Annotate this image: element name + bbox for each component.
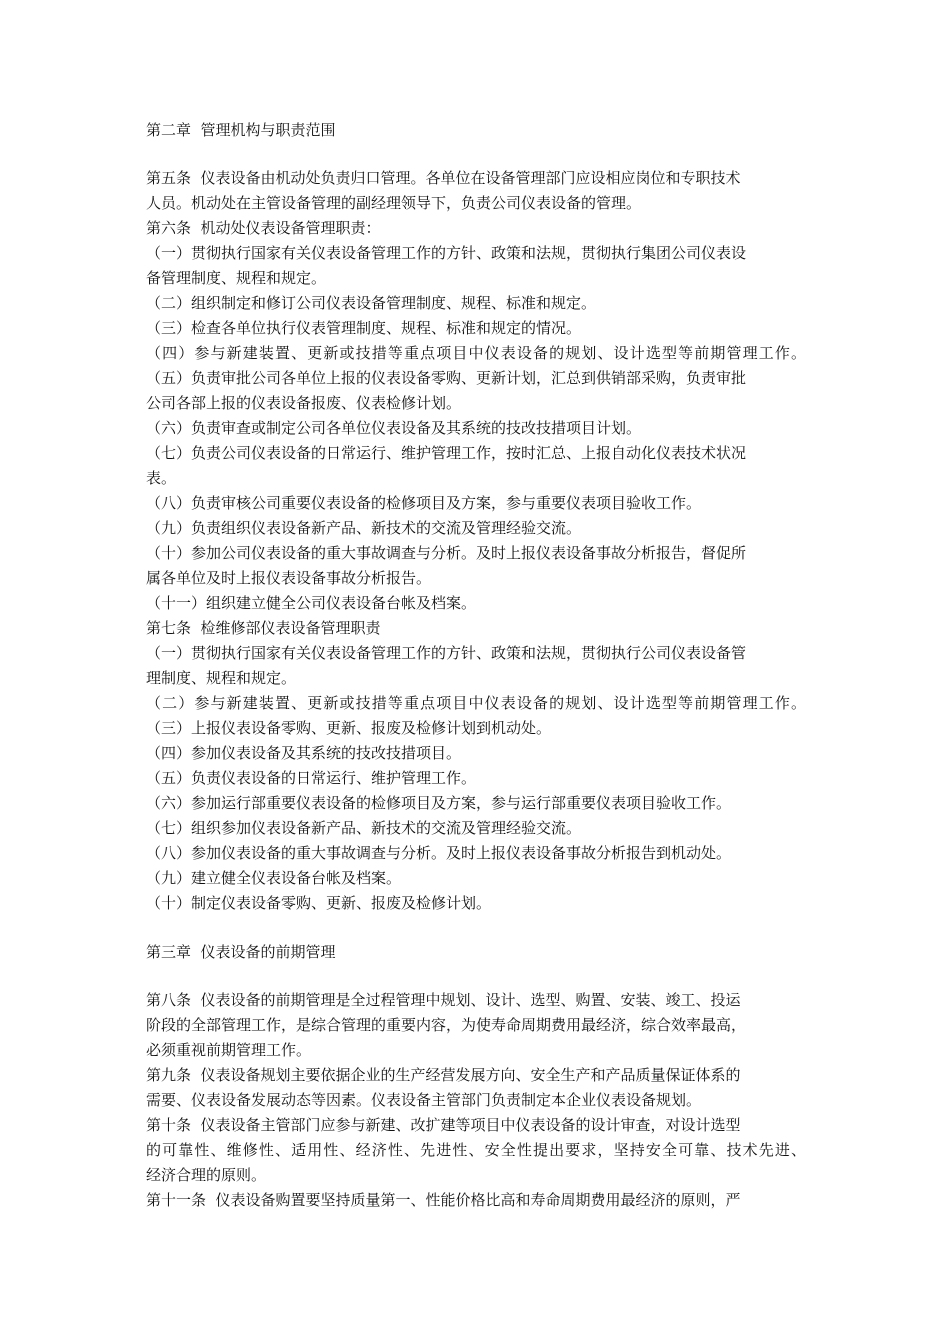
text-line: （七）负责公司仪表设备的日常运行、维护管理工作，按时汇总、上报自动化仪表技术状况 — [146, 444, 747, 462]
text-line: 表。 — [146, 469, 177, 487]
text-line: 的可靠性、维修性、适用性、经济性、先进性、安全性提出要求，坚持安全可靠、技术先进、 — [146, 1141, 808, 1159]
text-line: （十一）组织建立健全公司仪表设备台帐及档案。 — [146, 594, 477, 612]
text-line: 阶段的全部管理工作，是综合管理的重要内容，为使寿命周期费用最经济，综合效率最高， — [146, 1016, 747, 1034]
text-line: 第七条 检维修部仪表设备管理职责 — [146, 619, 381, 637]
text-line: 第八条 仪表设备的前期管理是全过程管理中规划、设计、选型、购置、安装、竣工、投运 — [146, 991, 741, 1009]
text-line: （十）制定仪表设备零购、更新、报废及检修计划。 — [146, 894, 492, 912]
text-line: （三）检查各单位执行仪表管理制度、规程、标准和规定的情况。 — [146, 319, 582, 337]
text-line: 必须重视前期管理工作。 — [146, 1041, 312, 1059]
text-line: （九）建立健全仪表设备台帐及档案。 — [146, 869, 402, 887]
text-line: 经济合理的原则。 — [146, 1166, 267, 1184]
text-line: 理制度、规程和规定。 — [146, 669, 297, 687]
text-line: 第九条 仪表设备规划主要依据企业的生产经营发展方向、安全生产和产品质量保证体系的 — [146, 1066, 741, 1084]
text-line: （十）参加公司仪表设备的重大事故调查与分析。及时上报仪表设备事故分析报告，督促所 — [146, 544, 747, 562]
text-line: （一）贯彻执行国家有关仪表设备管理工作的方针、政策和法规，贯彻执行公司仪表设备管 — [146, 644, 747, 662]
text-line: （九）负责组织仪表设备新产品、新技术的交流及管理经验交流。 — [146, 519, 582, 537]
text-line: （八）参加仪表设备的重大事故调查与分析。及时上报仪表设备事故分析报告到机动处。 — [146, 844, 732, 862]
text-line: （六）负责审查或制定公司各单位仪表设备及其系统的技改技措项目计划。 — [146, 419, 642, 437]
chapter-heading: 第三章 仪表设备的前期管理 — [146, 943, 336, 961]
chapter-heading: 第二章 管理机构与职责范围 — [146, 121, 336, 139]
text-line: （二）参与新建装置、更新或技措等重点项目中仪表设备的规划、设计选型等前期管理工作。 — [146, 694, 808, 712]
text-line: （二）组织制定和修订公司仪表设备管理制度、规程、标准和规定。 — [146, 294, 597, 312]
text-line: 备管理制度、规程和规定。 — [146, 269, 327, 287]
text-line: （四）参与新建装置、更新或技措等重点项目中仪表设备的规划、设计选型等前期管理工作。 — [146, 344, 808, 362]
text-line: 第十条 仪表设备主管部门应参与新建、改扩建等项目中仪表设备的设计审查，对设计选型 — [146, 1116, 741, 1134]
text-line: 公司各部上报的仪表设备报废、仪表检修计划。 — [146, 394, 462, 412]
text-line: 第六条 机动处仪表设备管理职责： — [146, 219, 381, 237]
text-line: 属各单位及时上报仪表设备事故分析报告。 — [146, 569, 432, 587]
text-line: （六）参加运行部重要仪表设备的检修项目及方案，参与运行部重要仪表项目验收工作。 — [146, 794, 732, 812]
text-line: （五）负责审批公司各单位上报的仪表设备零购、更新计划，汇总到供销部采购，负责审批 — [146, 369, 747, 387]
text-line: （七）组织参加仪表设备新产品、新技术的交流及管理经验交流。 — [146, 819, 582, 837]
text-line: 第十一条 仪表设备购置要坚持质量第一、性能价格比高和寿命周期费用最经济的原则，严 — [146, 1191, 741, 1209]
text-line: 第五条 仪表设备由机动处负责归口管理。各单位在设备管理部门应设相应岗位和专职技术 — [146, 169, 741, 187]
text-line: 需要、仪表设备发展动态等因素。仪表设备主管部门负责制定本企业仪表设备规划。 — [146, 1091, 702, 1109]
text-line: （一）贯彻执行国家有关仪表设备管理工作的方针、政策和法规，贯彻执行集团公司仪表设 — [146, 244, 747, 262]
text-line: （八）负责审核公司重要仪表设备的检修项目及方案，参与重要仪表项目验收工作。 — [146, 494, 702, 512]
text-line: 人员。机动处在主管设备管理的副经理领导下，负责公司仪表设备的管理。 — [146, 194, 642, 212]
text-line: （三）上报仪表设备零购、更新、报废及检修计划到机动处。 — [146, 719, 552, 737]
text-line: （五）负责仪表设备的日常运行、维护管理工作。 — [146, 769, 477, 787]
text-line: （四）参加仪表设备及其系统的技改技措项目。 — [146, 744, 462, 762]
